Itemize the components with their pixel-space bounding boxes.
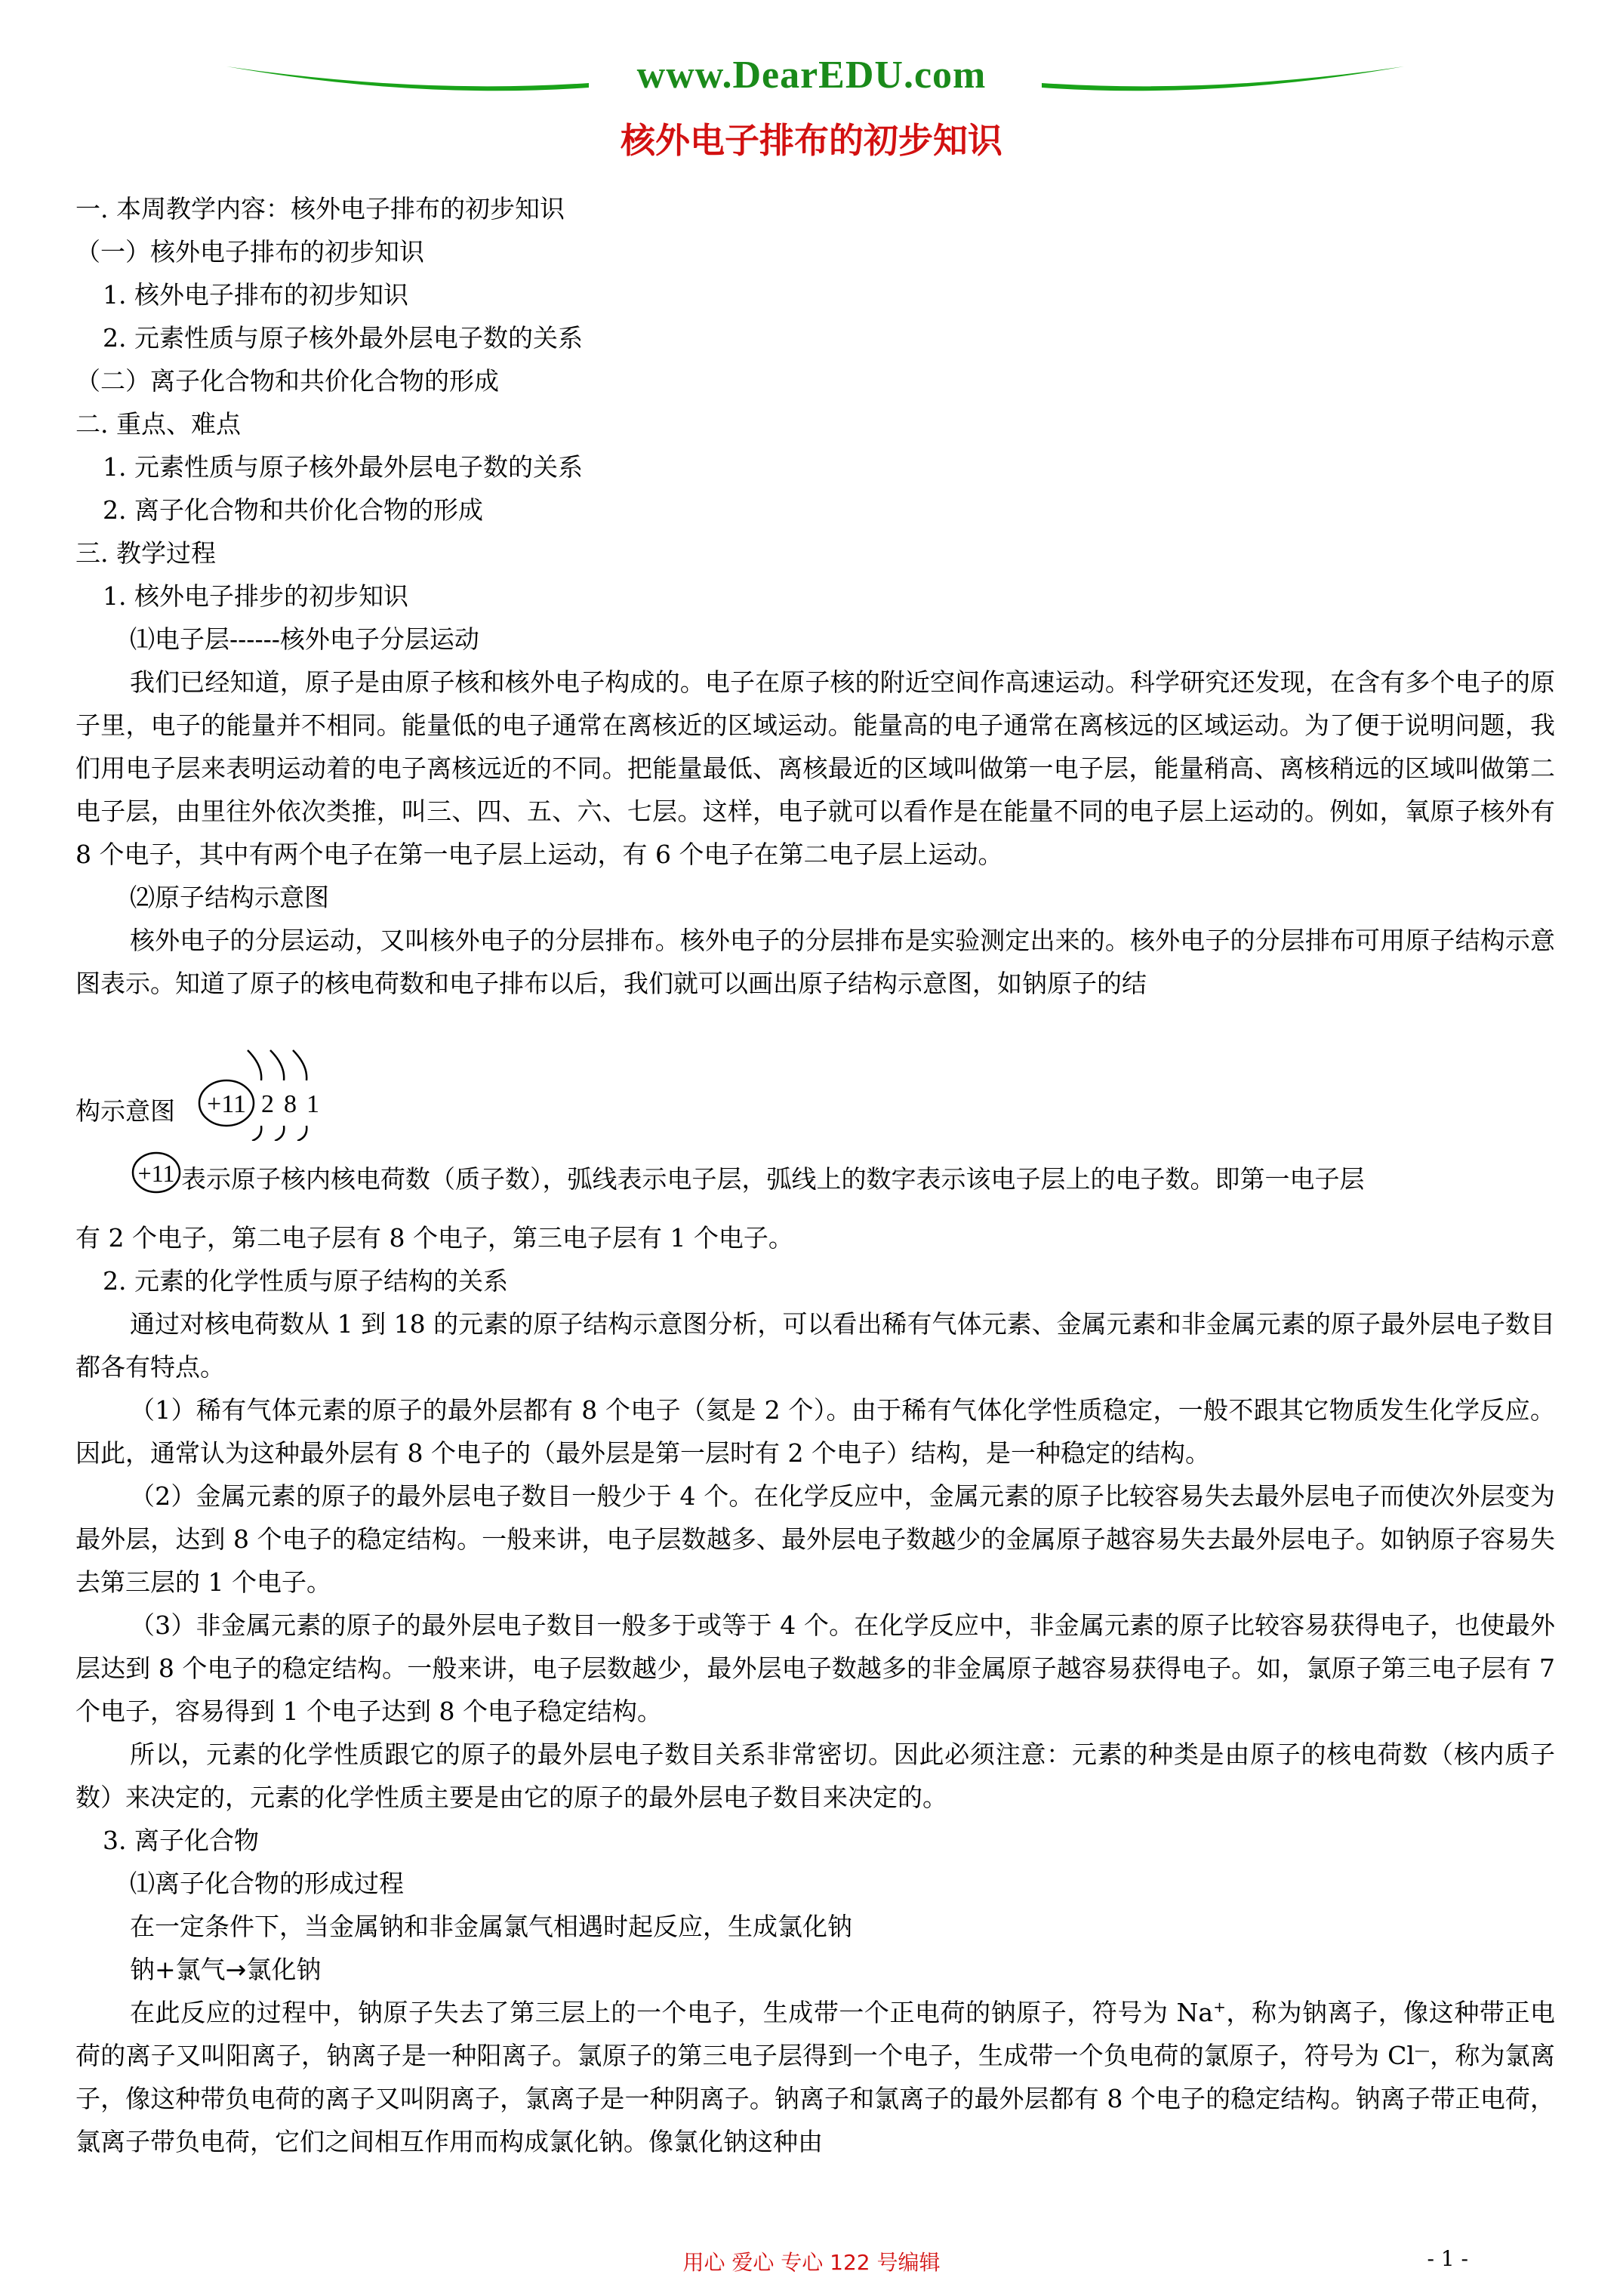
list-item: 1. 核外电子排步的初步知识	[103, 581, 408, 611]
diagram-label: 构示意图	[75, 1096, 175, 1126]
arrow-icon: →	[225, 1955, 247, 1984]
list-item: 1. 核外电子排布的初步知识	[103, 280, 408, 310]
list-item: 3. 离子化合物	[103, 1826, 259, 1855]
reactants: 钠+氯气	[130, 1955, 226, 1984]
site-logo: www.DearEDU.com	[636, 54, 987, 97]
list-item: 2. 元素的化学性质与原子结构的关系	[103, 1266, 508, 1296]
list-item: 2. 离子化合物和共价化合物的形成	[103, 495, 483, 525]
paragraph: 通过对核电荷数从 1 到 18 的元素的原子结构示意图分析，可以看出稀有气体元素、金属元素和非金属元素的原子最外层电子数目都各有特点。	[75, 1309, 1555, 1382]
document-body	[75, 187, 1555, 2163]
sub-heading: （二）离子化合物和共价化合物的形成	[75, 366, 499, 396]
paragraph-text: 表示原子核内核电荷数（质子数），弧线表示电子层，弧线上的数字表示该电子层上的电子数。即第一电子层	[181, 1164, 1365, 1194]
shell-arc	[293, 1050, 306, 1080]
section-heading: 一. 本周教学内容：核外电子排布的初步知识	[75, 194, 565, 223]
shell-arc	[252, 1126, 261, 1141]
list-item: 2. 元素性质与原子核外最外层电子数的关系	[103, 323, 583, 353]
paragraph-continuation: 有 2 个电子，第二电子层有 8 个电子，第三电子层有 1 个电子。	[75, 1223, 793, 1253]
paragraph: 所以，元素的化学性质跟它的原子的最外层电子数目关系非常密切。因此必须注意：元素的种类是由原子的核电荷数（核内质子数）来决定的，元素的化学性质主要是由它的原子的最外层电子数目来决定的。	[75, 1740, 1555, 1812]
paragraph: （2）金属元素的原子的最外层电子数目一般少于 4 个。在化学反应中，金属元素的原子比较容易失去最外层电子而使次外层变为最外层，达到 8 个电子的稳定结构。一般来讲，电子层数越多、最外层电子数越少的金属原子越容易失去最外层电子。如钠原子容易失去第三层的 1 个电子。	[75, 1481, 1555, 1597]
shell-arc	[275, 1126, 284, 1141]
paragraph: 在此反应的过程中，钠原子失去了第三层上的一个电子，生成带一个正电荷的钠原子，符号为 Na+，称为钠离子，像这种带正电荷的离子又叫阳离子，钠离子是一种阳离子。氯原子的第三电子层得到一个电子，生成带一个负电荷的氯原子，符号为 Cl—，称为氯离子，像这种带负电荷的离子又叫阴离子，氯离子是一种阴离子。钠离子和氯离子的最外层都有 8 个电子的稳定结构。钠离子带正电荷，氯离子带负电荷，它们之间相互作用而构成氯化钠。像氯化钠这种由	[75, 1998, 1556, 2156]
product: 氯化钠	[246, 1955, 322, 1984]
document-title: 核外电子排布的初步知识	[621, 120, 1002, 161]
sub-heading: （一）核外电子排布的初步知识	[75, 237, 424, 267]
shell-electron-count: 2	[261, 1090, 274, 1118]
sodium-atom-diagram	[196, 1005, 393, 1141]
reaction-equation	[75, 1948, 1555, 1991]
list-item: 1. 元素性质与原子核外最外层电子数的关系	[103, 452, 583, 482]
nucleus-charge: +11	[207, 1090, 246, 1118]
paragraph: （3）非金属元素的原子的最外层电子数目一般多于或等于 4 个。在化学反应中，非金属元素的原子比较容易获得电子，也使最外层达到 8 个电子的稳定结构。一般来讲，电子层数越少，最外层电子数越多的非金属原子越容易获得电子。如，氯原子第三电子层有 7 个电子，容易得到 1 个电子达到 8 个电子稳定结构。	[75, 1610, 1555, 1726]
paragraph: （1）稀有气体元素的原子的最外层都有 8 个电子（氦是 2 个）。由于稀有气体化学性质稳定，一般不跟其它物质发生化学反应。因此，通常认为这种最外层有 8 个电子的（最外层是第一层时有 2 个电子）结构，是一种稳定的结构。	[75, 1395, 1555, 1468]
svg-text:+11: +11	[137, 1160, 175, 1187]
shell-electron-count: 8	[284, 1090, 297, 1118]
nucleus-explanation-line	[75, 1141, 1555, 1216]
sub-item: ⑵原子结构示意图	[130, 883, 329, 912]
atom-diagram-line	[75, 1005, 1555, 1141]
sub-item: ⑴离子化合物的形成过程	[130, 1869, 404, 1898]
shell-arc	[248, 1050, 261, 1080]
footer-credit: 用心 爱心 专心 122 号编辑	[682, 2250, 941, 2275]
sub-item: ⑴电子层------核外电子分层运动	[130, 624, 479, 654]
shell-electron-count: 1	[306, 1090, 319, 1118]
section-heading: 三. 教学过程	[75, 538, 216, 568]
paragraph: 我们已经知道，原子是由原子核和核外电子构成的。电子在原子核的附近空间作高速运动。科学研究还发现，在含有多个电子的原子里，电子的能量并不相同。能量低的电子通常在离核近的区域运动。能量高的电子通常在离核远的区域运动。为了便于说明问题，我们用电子层来表明运动着的电子离核远近的不同。把能量最低、离核最近的区域叫做第一电子层，能量稍高、离核稍远的区域叫做第二电子层，由里往外依次类推，叫三、四、五、六、七层。这样，电子就可以看作是在能量不同的电子层上运动的。例如，氧原子核外有 8 个电子，其中有两个电子在第一电子层上运动，有 6 个电子在第二电子层上运动。	[75, 667, 1555, 869]
section-heading: 二. 重点、难点	[75, 409, 241, 439]
shell-arc	[270, 1050, 284, 1080]
paragraph: 核外电子的分层运动，又叫核外电子的分层排布。核外电子的分层排布是实验测定出来的。核外电子的分层排布可用原子结构示意图表示。知道了原子的核电荷数和电子排布以后，我们就可以画出原子结构示意图，如钠原子的结	[75, 926, 1555, 998]
shell-arc	[297, 1126, 306, 1141]
paragraph-line: 在一定条件下，当金属钠和非金属氯气相遇时起反应，生成氯化钠	[130, 1912, 852, 1941]
page-number: - 1 -	[1427, 2246, 1468, 2271]
nucleus-symbol	[130, 1150, 183, 1195]
